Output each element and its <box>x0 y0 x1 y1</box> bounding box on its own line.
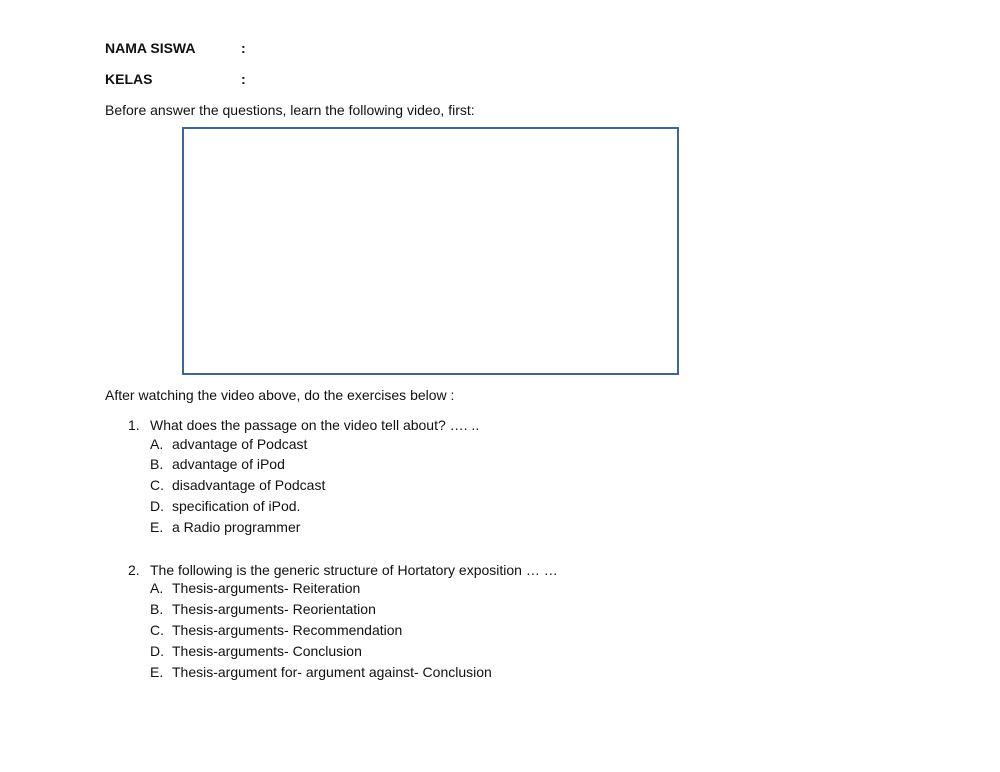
question-1-text: What does the passage on the video tell about? …. .. <box>150 417 480 433</box>
option-text: disadvantage of Podcast <box>172 477 326 493</box>
option-text: advantage of Podcast <box>172 436 308 452</box>
option-text: Thesis-argument for- argument against- Conclusion <box>172 664 492 680</box>
option-text: a Radio programmer <box>172 519 301 535</box>
option-letter: E. <box>150 664 164 680</box>
question-1 <box>128 416 479 434</box>
option-letter: C. <box>150 477 164 493</box>
question-2-text: The following is the generic structure of Hortatory exposition … … <box>150 562 558 578</box>
question-2-option-d[interactable] <box>150 642 362 660</box>
question-1-option-b[interactable] <box>150 455 285 473</box>
question-1-option-a[interactable] <box>150 435 307 453</box>
option-letter: D. <box>150 643 164 659</box>
intro-instruction: Before answer the questions, learn the following video, first: <box>105 102 475 118</box>
question-2-option-c[interactable] <box>150 621 402 639</box>
option-letter: B. <box>150 601 164 617</box>
student-name-field <box>105 39 246 57</box>
question-2-option-b[interactable] <box>150 600 376 618</box>
option-text: Thesis-arguments- Conclusion <box>172 643 362 659</box>
question-2-option-e[interactable] <box>150 663 492 681</box>
student-name-label: NAMA SISWA <box>105 40 196 56</box>
option-letter: A. <box>150 580 164 596</box>
option-text: specification of iPod. <box>172 498 301 514</box>
option-text: Thesis-arguments- Reorientation <box>172 601 376 617</box>
question-1-option-c[interactable] <box>150 476 325 494</box>
question-1-option-e[interactable] <box>150 518 300 536</box>
question-1-option-d[interactable] <box>150 497 300 515</box>
option-letter: B. <box>150 456 164 472</box>
class-field <box>105 70 246 88</box>
option-letter: C. <box>150 622 164 638</box>
class-label: KELAS <box>105 71 153 87</box>
question-2-option-a[interactable] <box>150 579 360 597</box>
class-colon: : <box>241 71 246 87</box>
option-text: Thesis-arguments- Reiteration <box>172 580 361 596</box>
video-player[interactable] <box>182 127 679 375</box>
option-letter: D. <box>150 498 164 514</box>
option-text: advantage of iPod <box>172 456 285 472</box>
option-text: Thesis-arguments- Recommendation <box>172 622 403 638</box>
question-1-number: 1. <box>128 417 140 433</box>
option-letter: E. <box>150 519 164 535</box>
option-letter: A. <box>150 436 164 452</box>
exercise-instruction: After watching the video above, do the exercises below : <box>105 387 455 403</box>
question-2 <box>128 561 558 579</box>
question-2-number: 2. <box>128 562 140 578</box>
student-name-colon: : <box>241 40 246 56</box>
